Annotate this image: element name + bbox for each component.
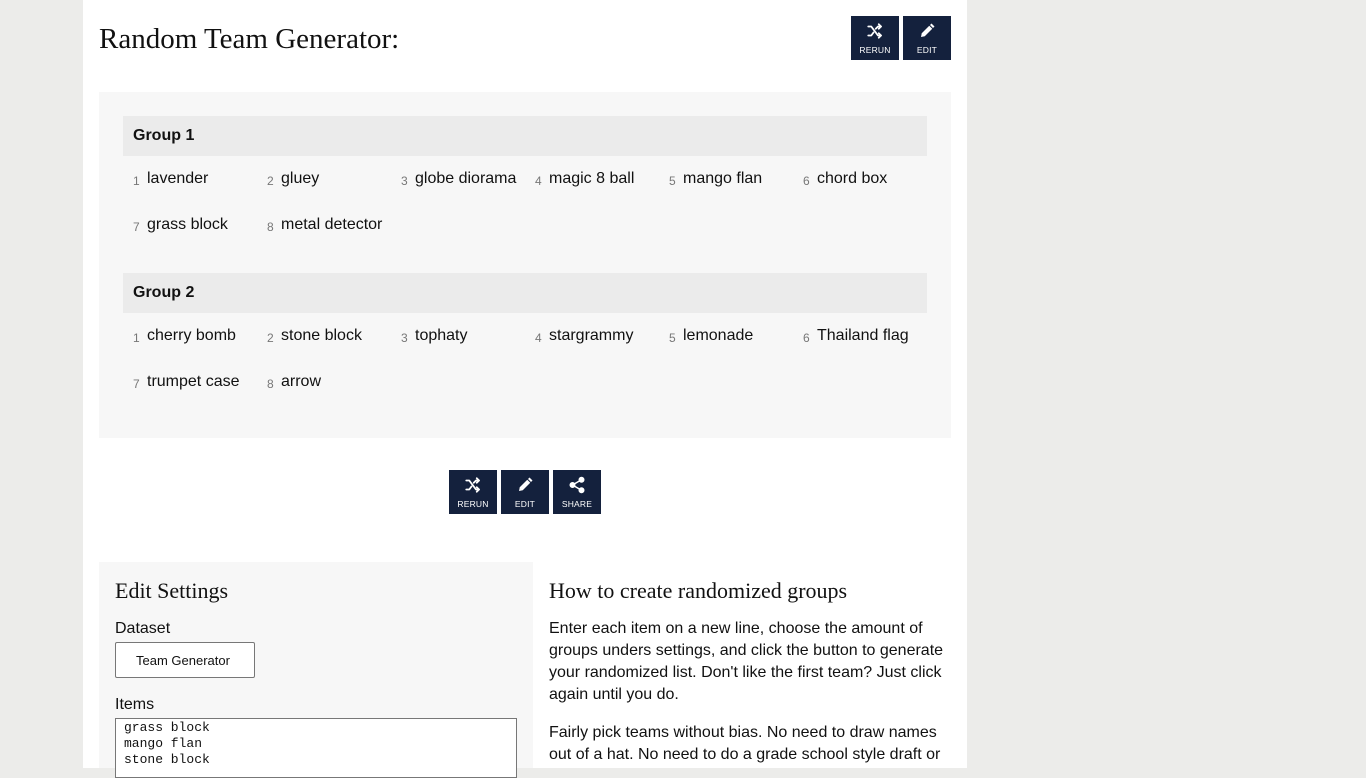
item-number: 8 bbox=[267, 220, 274, 234]
item-number: 4 bbox=[535, 331, 542, 345]
item-name: cherry bomb bbox=[147, 327, 236, 344]
item-number: 5 bbox=[669, 331, 676, 345]
edit-label: EDIT bbox=[514, 498, 536, 509]
group-card bbox=[123, 273, 927, 405]
list-item bbox=[123, 156, 257, 202]
list-item bbox=[659, 156, 793, 202]
item-number: 7 bbox=[133, 220, 140, 234]
list-item bbox=[257, 359, 391, 405]
item-name: metal detector bbox=[281, 216, 383, 233]
item-name: lavender bbox=[147, 170, 209, 187]
item-name: trumpet case bbox=[147, 373, 240, 390]
list-item bbox=[391, 156, 525, 202]
item-name: magic 8 ball bbox=[549, 170, 635, 187]
share-label: SHARE bbox=[561, 498, 593, 509]
list-item bbox=[257, 202, 391, 248]
item-number: 4 bbox=[535, 174, 542, 188]
list-item bbox=[257, 313, 391, 359]
item-number: 2 bbox=[267, 174, 274, 188]
item-number: 7 bbox=[133, 377, 140, 391]
item-number: 1 bbox=[133, 174, 140, 188]
edit-label: EDIT bbox=[916, 44, 938, 55]
list-item bbox=[525, 313, 659, 359]
settings-panel bbox=[99, 562, 533, 768]
item-number: 3 bbox=[401, 331, 408, 345]
item-number: 3 bbox=[401, 174, 408, 188]
rerun-button[interactable] bbox=[449, 470, 497, 514]
page-title: Random Team Generator: bbox=[99, 23, 400, 55]
textarea-line: grass block bbox=[124, 720, 210, 735]
settings-title: Edit Settings bbox=[115, 578, 229, 603]
list-item bbox=[123, 313, 257, 359]
item-number: 5 bbox=[669, 174, 676, 188]
item-number: 1 bbox=[133, 331, 140, 345]
item-name: chord box bbox=[817, 170, 888, 187]
list-item bbox=[793, 156, 927, 202]
pencil-icon bbox=[918, 22, 936, 40]
howto-title: How to create randomized groups bbox=[549, 578, 848, 603]
list-item bbox=[659, 313, 793, 359]
group-title: Group 2 bbox=[123, 273, 927, 313]
item-name: gluey bbox=[281, 170, 320, 187]
textarea-line: mango flan bbox=[124, 736, 203, 751]
dataset-select[interactable] bbox=[115, 642, 255, 678]
item-name: mango flan bbox=[683, 170, 763, 187]
share-icon bbox=[568, 476, 586, 494]
results-panel bbox=[99, 92, 951, 438]
item-name: globe diorama bbox=[415, 170, 517, 187]
edit-button[interactable] bbox=[501, 470, 549, 514]
item-name: lemonade bbox=[683, 327, 754, 344]
pencil-icon bbox=[516, 476, 534, 494]
shuffle-icon bbox=[866, 22, 884, 40]
group-title: Group 1 bbox=[123, 116, 927, 156]
dataset-label: Dataset bbox=[115, 620, 171, 637]
howto-paragraph: Fairly pick teams without bias. No need to draw names out of a hat. No need to do a grade school style draft or bbox=[549, 724, 941, 763]
group-card bbox=[123, 116, 927, 248]
item-name: tophaty bbox=[415, 327, 468, 344]
edit-button-top[interactable] bbox=[903, 16, 951, 60]
textarea-line: stone block bbox=[124, 752, 210, 767]
item-name: stone block bbox=[281, 327, 362, 344]
shuffle-icon bbox=[464, 476, 482, 494]
list-item bbox=[257, 156, 391, 202]
rerun-label: RERUN bbox=[859, 44, 891, 55]
rerun-button-top[interactable] bbox=[851, 16, 899, 60]
list-item bbox=[525, 156, 659, 202]
item-name: arrow bbox=[281, 373, 322, 390]
rerun-label: RERUN bbox=[457, 498, 489, 509]
howto-section bbox=[549, 562, 949, 768]
list-item bbox=[123, 359, 257, 405]
item-name: stargrammy bbox=[549, 327, 634, 344]
items-label: Items bbox=[115, 696, 155, 713]
item-number: 6 bbox=[803, 174, 810, 188]
item-name: Thailand flag bbox=[817, 327, 909, 344]
list-item bbox=[793, 313, 927, 359]
item-number: 6 bbox=[803, 331, 810, 345]
list-item bbox=[123, 202, 257, 248]
howto-paragraph: Enter each item on a new line, choose the amount of groups unders settings, and click the button to generate your randomized list. Don't like the first team? Just click again until you do. bbox=[549, 620, 944, 703]
main-panel bbox=[83, 0, 967, 768]
item-name: grass block bbox=[147, 216, 228, 233]
list-item bbox=[391, 313, 525, 359]
item-number: 8 bbox=[267, 377, 274, 391]
item-number: 2 bbox=[267, 331, 274, 345]
share-button[interactable] bbox=[553, 470, 601, 514]
items-textarea[interactable] bbox=[115, 718, 517, 778]
dataset-selected-value: Team Generator bbox=[136, 652, 230, 668]
